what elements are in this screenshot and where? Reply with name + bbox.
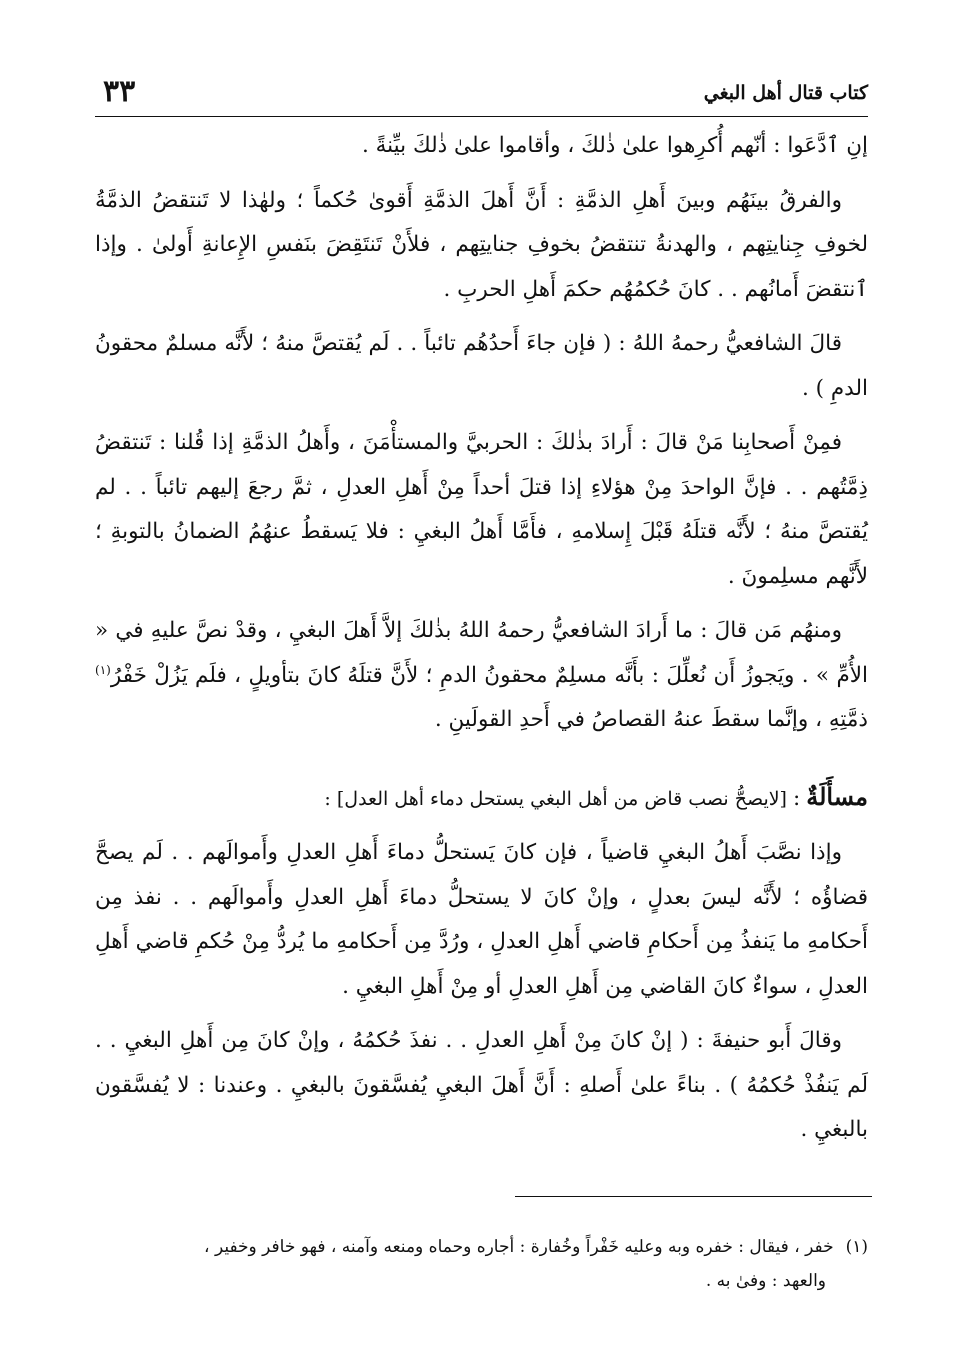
paragraph: قالَ الشافعيُّ رحمهُ اللهُ : ( فإن جاءَ أَحدُهُم تائباً . . لَم يُقتصَّ منهُ ؛ لأَنَّه مسلمٌ محقونُ الدمِ ) . <box>95 331 868 401</box>
paragraph: وقالَ أَبو حنيفةَ : ( إنْ كانَ مِنْ أَهلِ العدلِ . . نفذَ حُكمُهُ ، وإنْ كانَ مِن أَهلِ البغيِ . . لَم يَنفُذْ حُكمُهُ ) . بناءً علىٰ أَصلهِ : أَنَّ أَهلَ البغيِ يُفسَّقونَ بالبغيِ . وعندنا : لا يُفسَّقون بالبغيِ . <box>95 1028 868 1142</box>
footnote-text: خفر ، فيقال : خفره وبه وعليه خَفْراً وخُفارة : أجاره وحماه ومنعه وآمنه ، فهو خافر وخفير ، <box>204 1237 834 1257</box>
page-body <box>95 124 868 1163</box>
issue-separator: : <box>792 785 801 811</box>
paragraph: فمِنْ أَصحابِنا مَنْ قالَ : أَرادَ بذٰلكَ : الحربيَّ والمستأْمَنَ ، وأَهلُ الذمَّةِ إذا قُلنا : تَنتقضُ ذِمَّتُهم . . فإنَّ الواحدَ مِنْ هؤلاءِ إذا قتلَ أحداً مِنْ أَهلِ العدلِ ، ثمَّ رجعَ إليهم تائباً . . لم يُقتصَّ منهُ ؛ لأَنَّه قتلَهُ قَبْلَ إِسلامهِ ، فأَمَّا أَهلُ البغيِ : فلا يَسقطُ عنهُمُ الضمانُ بالتوبةِ ؛ لأَنَّهم مسلِمونَ . <box>95 430 868 589</box>
paragraph-text: ذمَّتِهِ ، وإنَّما سقطَ عنهُ القصاصُ في أَحدِ القولَينِ . <box>434 707 868 732</box>
paragraph: والفرقُ بينَهُم وبينَ أَهلِ الذمَّةِ : أَنَّ أَهلَ الذمَّةِ أَقوىٰ حُكماً ؛ ولهٰذا لا تَنتقضُ الذمَّةُ لخوفِ جِنايتِهم ، والهدنةُ تنتقضُ بخوفِ جنايتِهم ، فلأَنْ تَنتَقِضَ بنَفسِ الإِعانةِ أَولىٰ . وإذا ٱنتقضَ أَمانُهم . . كانَ حُكمُهُم حكمَ أَهلِ الحربِ . <box>95 187 868 302</box>
paragraph-text: ومنهُم مَن قالَ : ما أَرادَ الشافعيُّ رحمهُ اللهُ بذٰلكَ إلاَّ أَهلَ البغيِ ، وقدْ نصَّ عليهِ في « الأُمِّ » . ويَجوزُ أَن نُعلِّلَ : بأَنَّه مسلِمٌ محقونُ الدمِ ؛ لأَنَّ قتلَهُ كانَ بتأويلٍ ، فلَم يَزُلْ خَفْرُ <box>95 618 868 688</box>
issue-title: [لايصحُّ نصب قاض من أهل البغي يستحل دماء أهل العدل] : <box>324 787 787 810</box>
footnote-text-continued: والعهد : وفىٰ به . <box>705 1271 826 1291</box>
paragraph: إنِ ٱدَّعَوا : أنّهم أُكرِهوا علىٰ ذٰلكَ ، وأقاموا علىٰ ذٰلكَ بيِّنةً . <box>361 133 868 158</box>
issue-heading <box>95 775 868 822</box>
footnote <box>95 1230 868 1298</box>
paragraph <box>95 609 868 743</box>
footnote-number: (١) <box>845 1237 868 1257</box>
footnote-divider <box>515 1196 872 1197</box>
footnote-marker[interactable]: (١) <box>95 662 111 677</box>
running-title: كتاب قتال أهل البغي <box>703 82 868 104</box>
issue-label: مسأَلَةٌ <box>806 781 868 811</box>
page-header <box>95 70 868 117</box>
paragraph: وإذا نصَّبَ أَهلُ البغيِ قاضياً ، فإن كانَ يَستحلُّ دماءَ أَهلِ العدلِ وأَموالَهم . . لَم يصحَّ قضاؤُه ؛ لأَنَّه ليسَ بعدلٍ ، وإنْ كانَ لا يستحلُّ دماءَ أَهلِ العدلِ وأَموالَهم . . نفذ مِن أَحكامهِ ما يَنفذُ مِن أَحكامِ قاضي أَهلِ العدلِ ، ورُدَّ مِن أَحكامهِ ما يُردُّ مِنْ حُكمِ قاضي أَهلِ العدلِ ، سواءٌ كانَ القاضي مِن أَهلِ العدلِ أو مِنْ أَهلِ البغيِ . <box>95 840 868 999</box>
page-number: ٣٣ <box>103 74 136 109</box>
